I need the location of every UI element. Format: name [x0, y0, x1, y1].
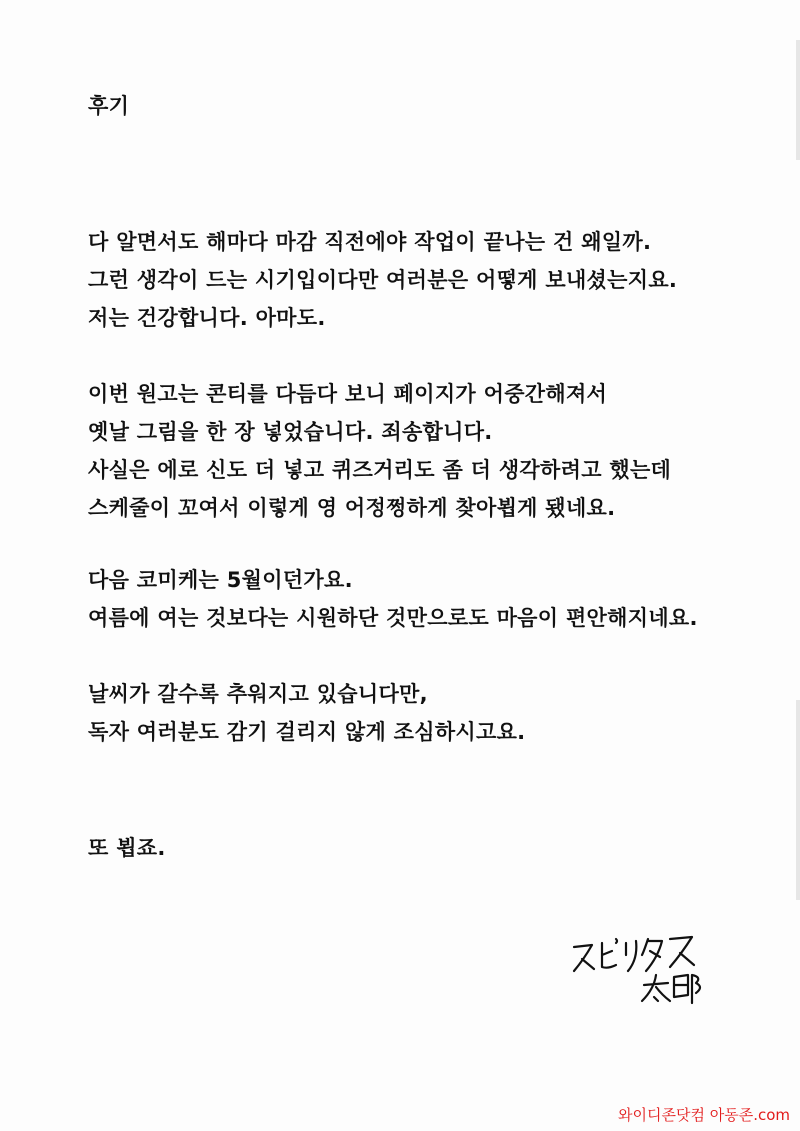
paragraph-line: 날씨가 갈수록 추워지고 있습니다만, [88, 682, 428, 706]
scan-edge-mark [796, 40, 800, 160]
watermark-text: 와이디존닷컴 아동존.com [618, 1106, 790, 1124]
scan-edge-mark [796, 700, 800, 900]
paragraph-line: 그런 생각이 드는 시기입이다만 여러분은 어떻게 보내셨는지요. [88, 268, 678, 292]
paragraph-line: 저는 건강합니다. 아마도. [88, 306, 326, 330]
paragraph-line: 다음 코미케는 5월이던가요. [88, 568, 353, 592]
closing-line: 또 뵙죠. [88, 836, 166, 860]
paragraph-line: 옛날 그림을 한 장 넣었습니다. 죄송합니다. [88, 420, 493, 444]
page-title: 후기 [88, 94, 130, 118]
paragraph-line: 스케줄이 꼬여서 이렇게 영 어정쩡하게 찾아뵙게 됐네요. [88, 496, 616, 520]
handwritten-signature [570, 925, 720, 1005]
paragraph-line: 사실은 에로 신도 더 넣고 퀴즈거리도 좀 더 생각하려고 했는데 [88, 458, 672, 482]
paragraph-line: 여름에 여는 것보다는 시원하단 것만으로도 마음이 편안해지네요. [88, 606, 698, 630]
paragraph-line: 독자 여러분도 감기 걸리지 않게 조심하시고요. [88, 720, 526, 744]
paragraph-line: 다 알면서도 해마다 마감 직전에야 작업이 끝나는 건 왜일까. [88, 230, 652, 254]
paragraph-line: 이번 원고는 콘티를 다듬다 보니 페이지가 어중간해져서 [88, 382, 608, 406]
